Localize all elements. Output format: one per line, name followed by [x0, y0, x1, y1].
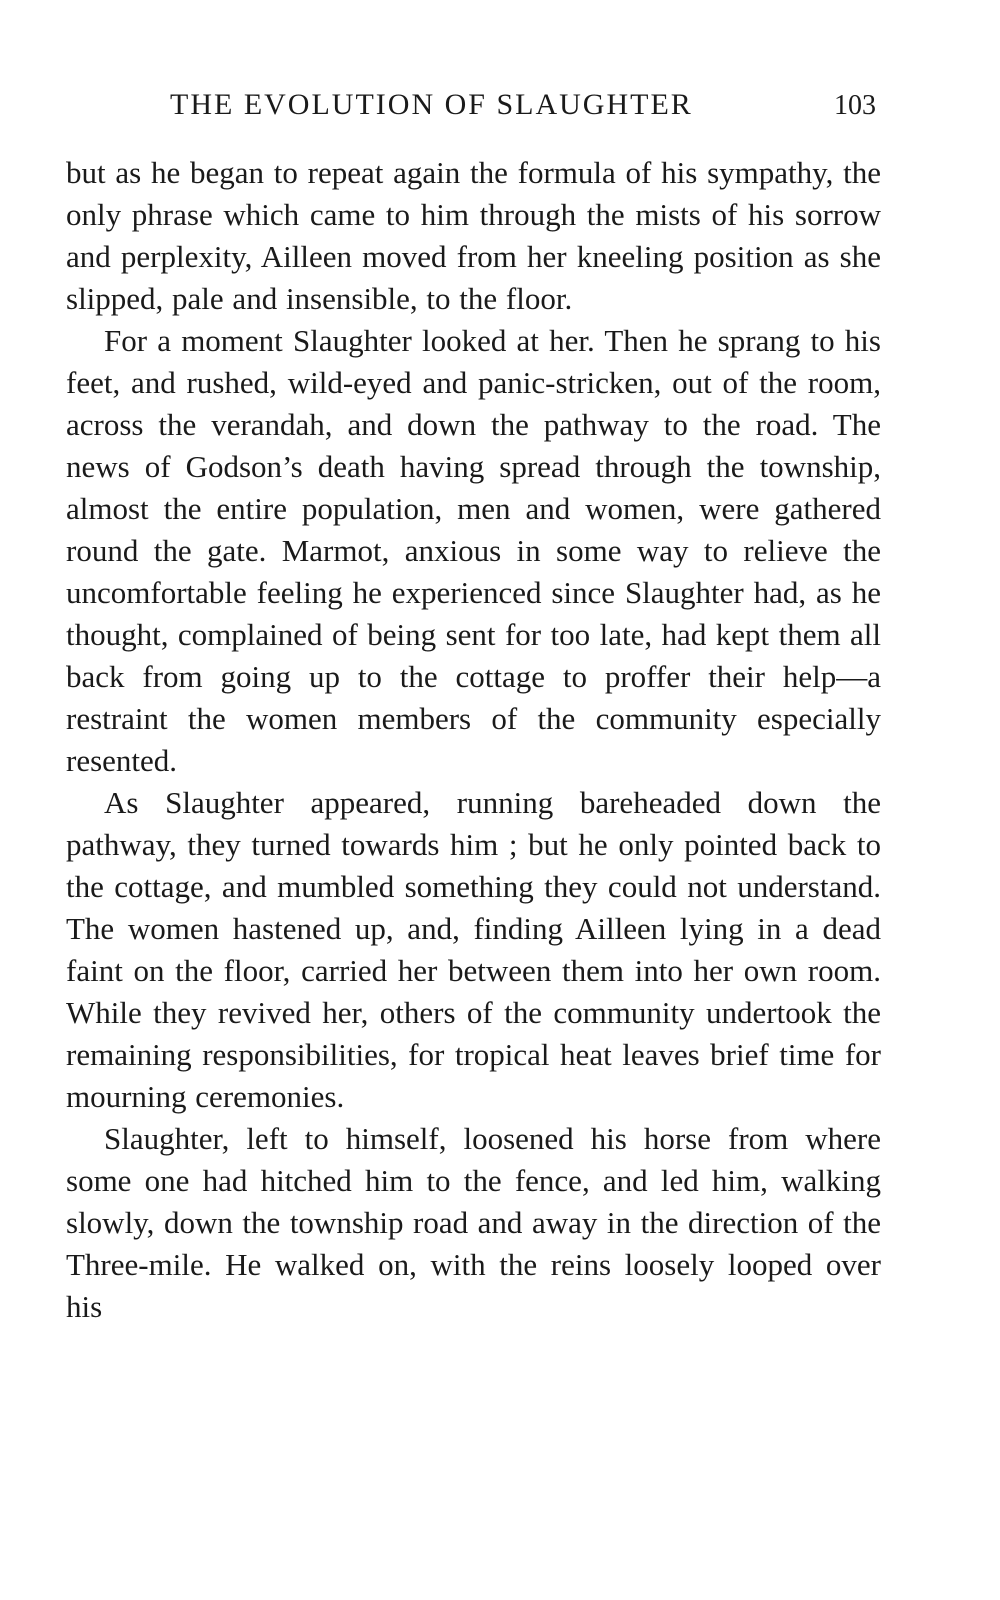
body-text — [66, 152, 881, 1328]
paragraph-continuation: but as he began to repeat again the formula of his sympathy, the only phrase which came to him through the mists of his sorrow and perplexity, Ailleen moved from her kneeling position as she slipped, pale and insensible, to the floor. — [66, 155, 881, 316]
page-number: 103 — [834, 90, 876, 121]
paragraph: Slaughter, left to himself, loosened his horse from where some one had hitched him to the fence, and led him, walking slowly, down the township road and away in the direction of the Three-mile. He walked on, with the reins loosely looped over his — [66, 1121, 881, 1324]
paragraph: For a moment Slaughter looked at her. Then he sprang to his feet, and rushed, wild-eyed and panic-stricken, out of the room, across the verandah, and down the pathway to the road. The news of Godson’s death having spread through the township, almost the entire population, men and women, were gathered round the gate. Marmot, anxious in some way to relieve the uncomfortable feeling he experienced since Slaughter had, as he thought, complained of being sent for too late, had kept them all back from going up to the cottage to proffer their help—a restraint the women members of the community especially resented. — [66, 323, 881, 778]
running-title: THE EVOLUTION OF SLAUGHTER — [170, 88, 693, 121]
page-header — [170, 88, 880, 128]
paragraph: As Slaughter appeared, running bareheaded down the pathway, they turned towards him ; but he only pointed back to the cottage, and mumbled something they could not understand. The women hastened up, and, finding Ailleen lying in a dead faint on the floor, carried her between them into her own room. While they revived her, others of the community undertook the remaining responsibilities, for tropical heat leaves brief time for mourning ceremonies. — [66, 785, 881, 1114]
